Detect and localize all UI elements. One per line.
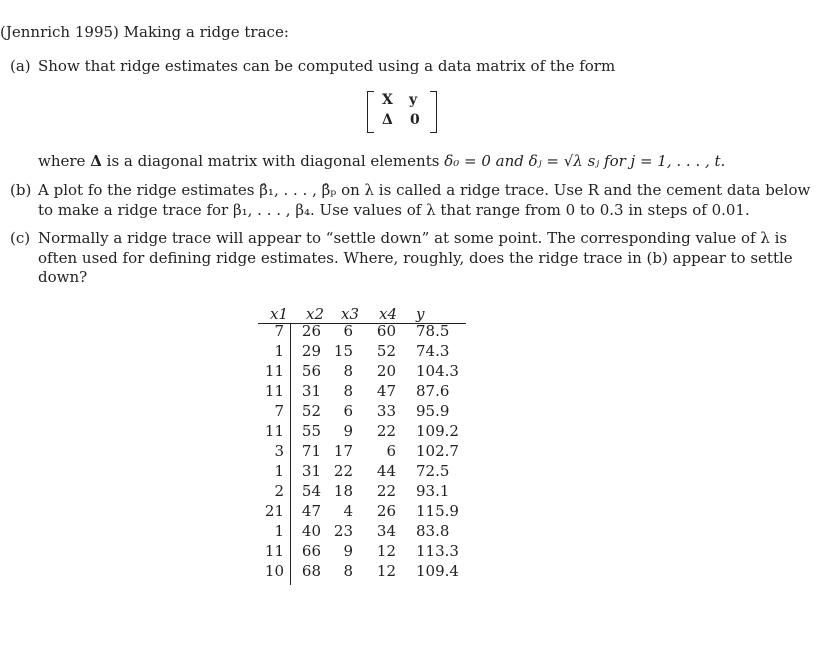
table-cell: 10 [264,562,284,580]
table-cell: 22 [333,462,353,480]
table-cell: 20 [376,362,396,380]
table-row [258,362,466,382]
table-row [258,522,466,542]
table-row [258,542,466,562]
table-cell: 1 [274,522,284,540]
matrix-right-bracket [430,91,437,133]
table-cell: 7 [274,322,284,340]
part-a-text: Show that ridge estimates can be computed using a data matrix of the form [38,57,616,75]
table-cell: 26 [376,502,396,520]
table-cell: 9 [343,542,353,560]
table-row [258,502,466,522]
table-cell: 54 [301,482,321,500]
matrix-cell-delta: Δ [382,112,393,128]
table-cell: 11 [264,382,284,400]
part-c-line3: down? [38,268,88,286]
table-cell: 34 [376,522,396,540]
table-cell: 29 [301,342,321,360]
table-cell: 44 [376,462,396,480]
header-x2: x2 [306,305,325,323]
matrix-left-bracket [367,91,374,133]
table-cell: 109.2 [416,422,459,440]
table-cell: 8 [343,362,353,380]
table-cell: 40 [301,522,321,540]
where-description: is a diagonal matrix with diagonal elements [106,152,440,170]
table-cell: 93.1 [416,482,450,500]
table-cell: 60 [376,322,396,340]
table-cell: 1 [274,462,284,480]
table-cell: 15 [333,342,353,360]
table-cell: 71 [301,442,321,460]
table-cell: 26 [301,322,321,340]
table-cell: 31 [301,382,321,400]
table-cell: 56 [301,362,321,380]
table-cell: 11 [264,362,284,380]
table-cell: 115.9 [416,502,459,520]
problem-title: (Jennrich 1995) Making a ridge trace: [0,23,289,41]
header-y: y [416,305,425,323]
header-x4: x4 [379,305,398,323]
table-cell: 47 [376,382,396,400]
part-b-label: (b) [10,181,32,199]
matrix-cell-zero: 0 [410,112,420,128]
table-cell: 8 [343,382,353,400]
table-cell: 9 [343,422,353,440]
table-cell: 87.6 [416,382,450,400]
table-row [258,322,466,342]
table-cell: 6 [343,402,353,420]
delta-symbol: Δ [90,152,102,170]
table-cell: 12 [376,562,396,580]
table-cell: 47 [301,502,321,520]
table-cell: 95.9 [416,402,450,420]
table-cell: 7 [274,402,284,420]
table-cell: 104.3 [416,362,459,380]
table-row [258,562,466,582]
part-c-line2: often used for defining ridge estimates. Where, roughly, does the ridge trace in (b) appear to settle [38,249,793,267]
table-cell: 23 [333,522,353,540]
table-row [258,422,466,442]
table-row [258,442,466,462]
table-cell: 12 [376,542,396,560]
table-cell: 22 [376,482,396,500]
table-cell: 33 [376,402,396,420]
table-cell: 17 [333,442,353,460]
matrix-cell-X: X [382,92,393,108]
table-cell: 6 [386,442,396,460]
table-cell: 52 [301,402,321,420]
table-cell: 83.8 [416,522,450,540]
table-row [258,342,466,362]
table-cell: 102.7 [416,442,459,460]
table-cell: 55 [301,422,321,440]
table-cell: 22 [376,422,396,440]
matrix-cell-y: y [409,92,418,108]
table-cell: 1 [274,342,284,360]
table-cell: 11 [264,542,284,560]
table-row [258,382,466,402]
header-x1: x1 [270,305,289,323]
table-cell: 3 [274,442,284,460]
where-math: δ₀ = 0 and δⱼ = √λ sⱼ for j = 1, . . . , t. [444,152,726,170]
data-matrix [367,91,437,131]
where-word: where [38,152,86,170]
part-a-where-line [38,152,725,170]
table-row [258,402,466,422]
table-cell: 66 [301,542,321,560]
table-cell: 113.3 [416,542,459,560]
table-cell: 6 [343,322,353,340]
part-c-line1: Normally a ridge trace will appear to “settle down” at some point. The corresponding value of λ is [38,229,788,247]
part-a-label: (a) [10,57,31,75]
table-row [258,462,466,482]
table-cell: 18 [333,482,353,500]
table-cell: 11 [264,422,284,440]
part-b-line1: A plot fo the ridge estimates β̂₁, . . . , β̂ₚ on λ is called a ridge trace. Use R and the cement data below [38,181,811,199]
table-cell: 4 [343,502,353,520]
table-cell: 8 [343,562,353,580]
table-cell: 68 [301,562,321,580]
table-cell: 109.4 [416,562,459,580]
header-x3: x3 [341,305,360,323]
table-cell: 72.5 [416,462,450,480]
table-cell: 74.3 [416,342,450,360]
table-cell: 2 [274,482,284,500]
table-cell: 52 [376,342,396,360]
part-b-line2: to make a ridge trace for β₁, . . . , β₄. Use values of λ that range from 0 to 0.3 in steps of 0.01. [38,201,750,219]
table-cell: 31 [301,462,321,480]
table-cell: 21 [264,502,284,520]
table-row [258,482,466,502]
part-c-label: (c) [10,229,31,247]
table-cell: 78.5 [416,322,450,340]
